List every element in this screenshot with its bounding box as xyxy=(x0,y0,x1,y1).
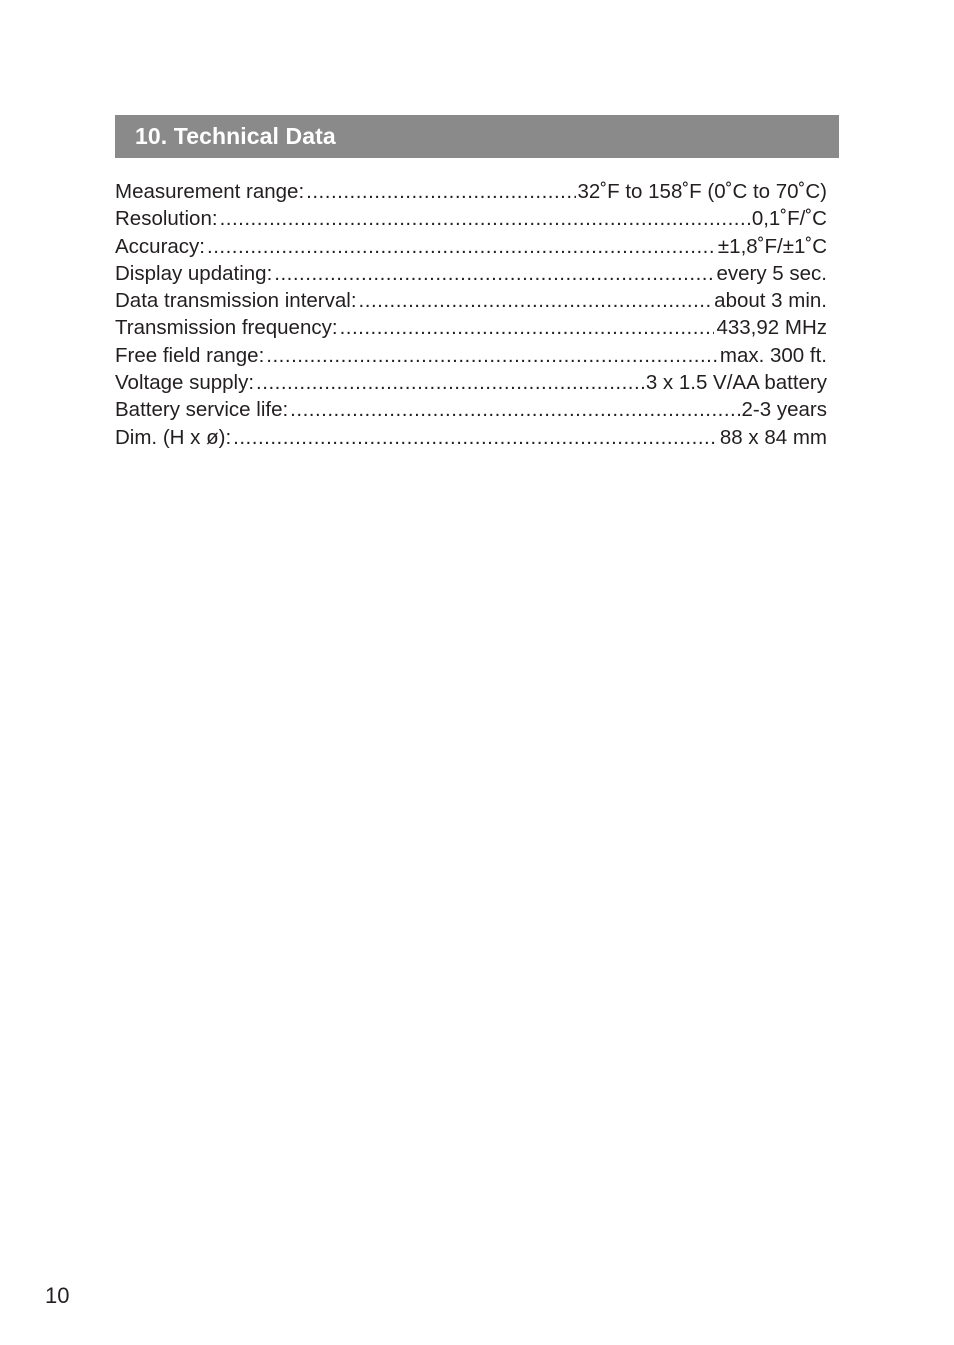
spec-value: about 3 min. xyxy=(714,289,827,313)
spec-value: 32˚F to 158˚F (0˚C to 70˚C) xyxy=(577,180,827,203)
dot-leader xyxy=(233,424,718,451)
spec-value: max. 300 ft. xyxy=(719,343,827,367)
section-header xyxy=(115,115,839,158)
dot-leader xyxy=(207,233,716,260)
spec-value: every 5 sec. xyxy=(716,261,827,285)
technical-data-list xyxy=(115,178,827,451)
spec-label: Voltage supply: xyxy=(115,371,255,395)
spec-value: 3 x 1.5 V/AA battery xyxy=(645,371,827,395)
spec-row-resolution xyxy=(115,205,827,232)
spec-row-battery-service-life xyxy=(115,396,827,423)
spec-label: Battery service life: xyxy=(115,398,289,422)
dot-leader xyxy=(340,314,715,341)
spec-row-measurement-range xyxy=(115,178,827,205)
dot-leader xyxy=(274,260,714,287)
dot-leader xyxy=(220,205,750,232)
spec-row-transmission-frequency xyxy=(115,314,827,341)
spec-value: ±1,8˚F/±1˚C xyxy=(717,234,827,258)
dot-leader xyxy=(290,396,739,423)
spec-row-voltage-supply xyxy=(115,369,827,396)
dot-leader xyxy=(256,369,644,396)
section-title: 10. Technical Data xyxy=(135,123,336,149)
spec-label: Data transmission interval: xyxy=(115,289,357,313)
spec-row-accuracy xyxy=(115,233,827,260)
dot-leader xyxy=(266,342,718,369)
spec-label: Transmission frequency: xyxy=(115,316,338,340)
spec-value: 433,92 MHz xyxy=(716,316,827,340)
spec-label: Resolution: xyxy=(115,207,218,231)
spec-label: Accuracy: xyxy=(115,234,205,258)
dot-leader xyxy=(306,178,575,205)
spec-label: Measurement range: xyxy=(115,180,305,203)
spec-label: Display updating: xyxy=(115,261,273,285)
spec-row-data-transmission-interval xyxy=(115,287,827,314)
spec-value: 2-3 years xyxy=(741,398,827,422)
spec-row-display-updating xyxy=(115,260,827,287)
spec-value: 0,1˚F/˚C xyxy=(751,207,827,231)
spec-value: 88 x 84 mm xyxy=(719,425,827,449)
page-number: 10 xyxy=(45,1283,70,1308)
spec-label: Dim. (H x ø): xyxy=(115,425,232,449)
spec-row-dimensions xyxy=(115,424,827,451)
spec-label: Free field range: xyxy=(115,343,265,367)
dot-leader xyxy=(359,287,713,314)
spec-row-free-field-range xyxy=(115,342,827,369)
